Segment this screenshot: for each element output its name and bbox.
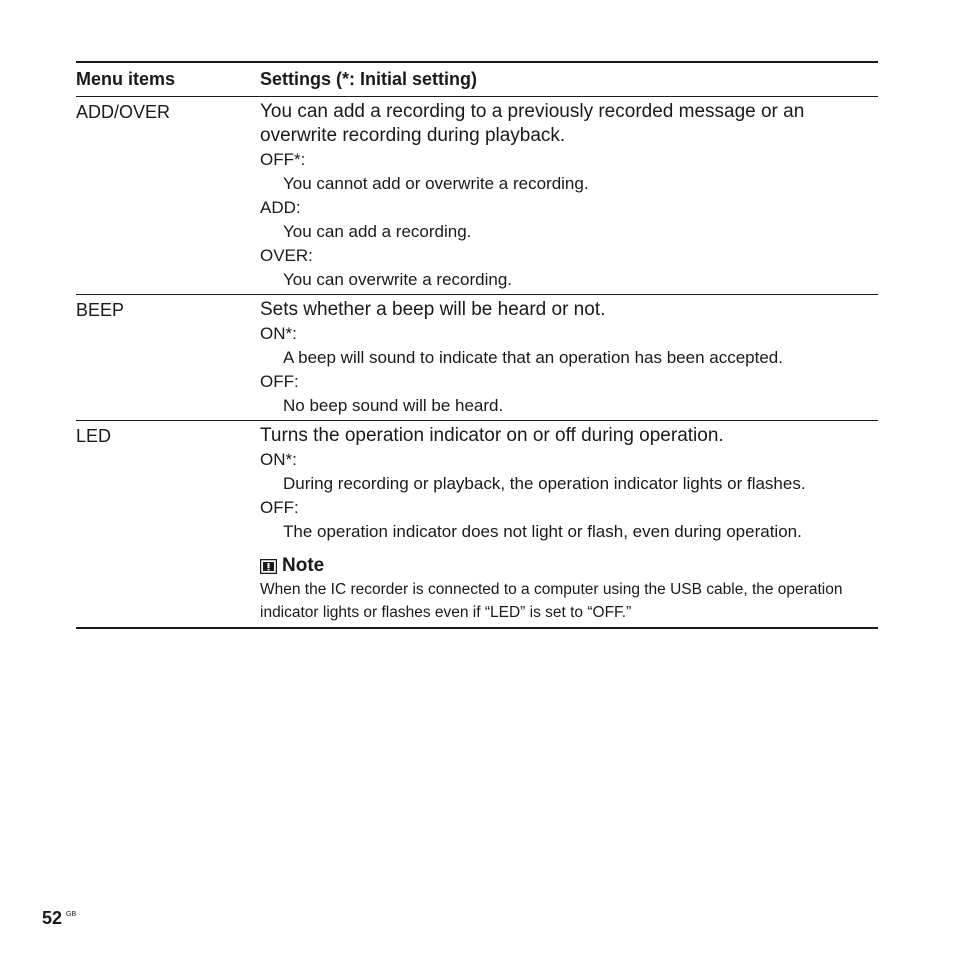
header-menu-items: Menu items xyxy=(76,69,176,89)
option-label: OFF: xyxy=(260,498,299,517)
table-row xyxy=(76,295,878,421)
menu-item-add-over: ADD/OVER xyxy=(76,102,171,122)
settings-cell xyxy=(260,97,878,294)
setting-description: Turns the operation indicator on or off during operation. xyxy=(260,425,724,446)
option-label: ON*: xyxy=(260,324,297,343)
table-header xyxy=(76,63,878,97)
page-number: 52 xyxy=(42,908,63,928)
option-description: You can add a recording. xyxy=(283,222,472,241)
settings-table xyxy=(76,61,878,629)
header-settings: Settings (*: Initial setting) xyxy=(260,69,478,89)
table-row xyxy=(76,421,878,629)
option-label: ADD: xyxy=(260,198,301,217)
option-description: A beep will sound to indicate that an operation has been accepted. xyxy=(283,348,783,367)
option-description: No beep sound will be heard. xyxy=(283,396,504,415)
note-block xyxy=(260,554,878,625)
option-label: OFF*: xyxy=(260,150,306,169)
option-description: You can overwrite a recording. xyxy=(283,270,513,289)
option-description: During recording or playback, the operation indicator lights or flashes. xyxy=(283,474,806,493)
page-suffix: GB xyxy=(66,911,77,918)
setting-description: You can add a recording to a previously recorded message or an overwrite recording during playback. xyxy=(260,101,805,146)
note-text: When the IC recorder is connected to a computer using the USB cable, the operation indicator lights or flashes even if “LED” is set to “OFF.” xyxy=(260,581,843,621)
setting-description: Sets whether a beep will be heard or not. xyxy=(260,299,606,320)
settings-cell xyxy=(260,295,878,420)
option-label: OFF: xyxy=(260,372,299,391)
menu-item-beep: BEEP xyxy=(76,300,125,320)
option-label: OVER: xyxy=(260,246,313,265)
option-label: ON*: xyxy=(260,450,297,469)
option-description: You cannot add or overwrite a recording. xyxy=(283,174,589,193)
table-row xyxy=(76,97,878,295)
menu-item-led: LED xyxy=(76,426,112,446)
note-icon xyxy=(260,559,277,574)
settings-cell xyxy=(260,421,878,627)
note-title: Note xyxy=(282,555,325,576)
option-description: The operation indicator does not light or flash, even during operation. xyxy=(283,522,802,541)
